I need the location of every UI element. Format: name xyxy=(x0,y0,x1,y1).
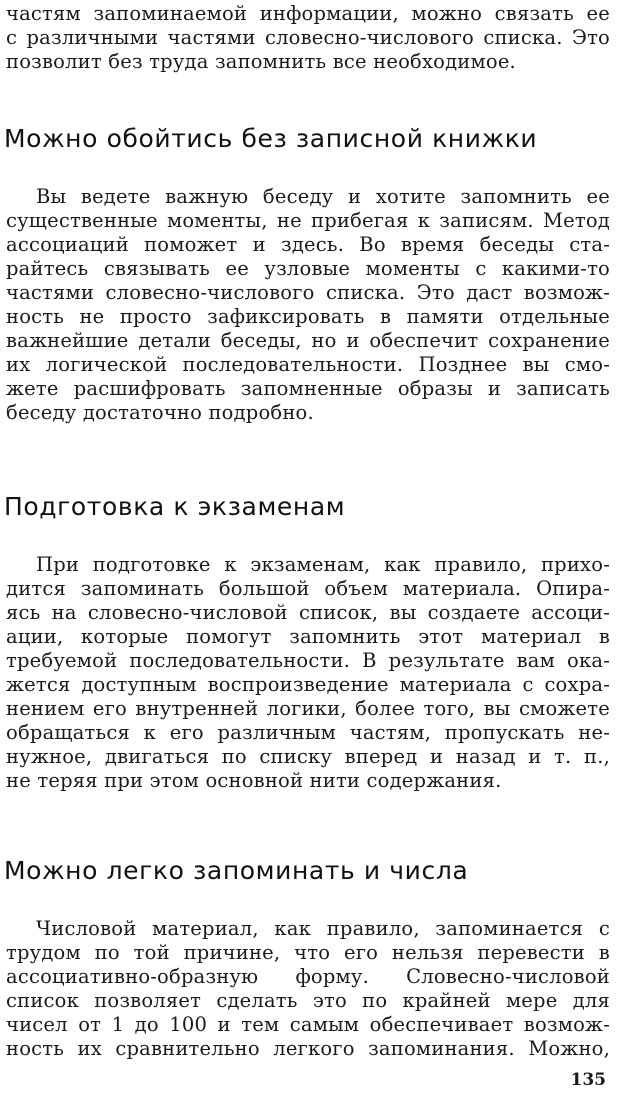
text-line: ассоциаций поможет и здесь. Во время беседы ста- xyxy=(6,233,610,256)
text-line: важнейшие детали беседы, но и обеспечит сохранение xyxy=(6,329,610,352)
text-line: дится запоминать большой объем материала. Опира- xyxy=(6,577,610,600)
section-heading: Подготовка к экзаменам xyxy=(4,492,346,521)
text-line: требуемой последовательности. В результате вам ока- xyxy=(6,649,610,672)
text-line: не теряя при этом основной нити содержания. xyxy=(6,769,502,792)
text-line: ность не просто зафиксировать в памяти отдельные xyxy=(6,305,610,328)
text-line: список позволяет сделать это по крайней мере для xyxy=(6,989,610,1012)
text-line: При подготовке к экзаменам, как правило, прихо- xyxy=(36,553,610,576)
text-line: чисел от 1 до 100 и тем самым обеспечивает возмож- xyxy=(6,1013,610,1036)
text-line: частям запоминаемой информации, можно связать ее xyxy=(6,2,610,25)
text-line: ясь на словесно-числовой список, вы создаете ассоци- xyxy=(6,601,610,624)
text-line: жете расшифровать запомненные образы и записать xyxy=(6,377,610,400)
text-line: с различными частями словесно-числового списка. Это xyxy=(6,26,610,49)
text-line: трудом по той причине, что его нельзя перевести в xyxy=(6,941,610,964)
text-line: нением его внутренней логики, более того, вы сможете xyxy=(6,697,610,720)
text-line: жется доступным воспроизведение материала с сохра- xyxy=(6,673,610,696)
text-line: ность их сравнительно легкого запоминания. Можно, xyxy=(6,1037,610,1060)
page-number: 135 xyxy=(570,1070,606,1090)
text-line: нужное, двигаться по списку вперед и назад и т. п., xyxy=(6,745,610,768)
section-heading: Можно обойтись без записной книжки xyxy=(4,124,538,153)
text-line: райтесь связывать ее узловые моменты с какими-то xyxy=(6,257,610,280)
text-line: ассоциативно-образную форму. Словесно-числовой xyxy=(6,965,610,988)
text-line: беседу достаточно подробно. xyxy=(6,401,314,424)
section-heading: Можно легко запоминать и числа xyxy=(4,856,469,885)
text-line: Вы ведете важную беседу и хотите запомнить ее xyxy=(36,185,610,208)
text-line: позволит без труда запомнить все необходимое. xyxy=(6,50,516,73)
text-line: Числовой материал, как правило, запоминается с xyxy=(36,917,610,940)
text-line: ации, которые помогут запомнить этот материал в xyxy=(6,625,610,648)
text-line: их логической последовательности. Позднее вы смо- xyxy=(6,353,610,376)
text-line: существенные моменты, не прибегая к записям. Метод xyxy=(6,209,610,232)
text-line: частями словесно-числового списка. Это даст возмож- xyxy=(6,281,610,304)
text-line: обращаться к его различным частям, пропускать не- xyxy=(6,721,610,744)
